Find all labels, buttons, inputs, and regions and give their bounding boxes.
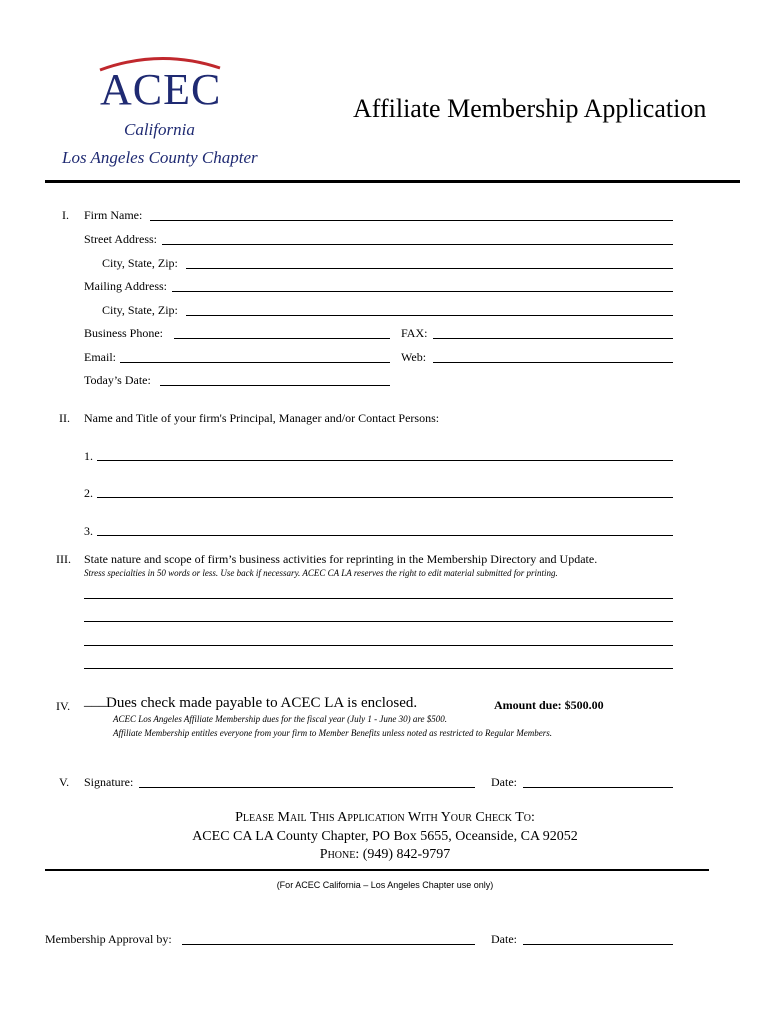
mailing-city-state-zip-label: City, State, Zip:	[102, 303, 178, 317]
logo-state-text: California	[124, 120, 195, 139]
fax-field[interactable]	[433, 338, 673, 339]
page-title: Affiliate Membership Application	[353, 94, 707, 123]
section-number: II.	[59, 411, 70, 425]
activities-line-4[interactable]	[84, 668, 673, 669]
mailing-city-state-zip-field[interactable]	[186, 315, 673, 316]
amount-due: Amount due: $500.00	[494, 698, 604, 712]
business-activities-heading: State nature and scope of firm’s business activities for reprinting in the Membership Directory and Update.	[84, 552, 598, 566]
contact-item-label: 1.	[84, 449, 93, 463]
web-field[interactable]	[433, 362, 673, 363]
dues-check-text: Dues check made payable to ACEC LA is enclosed.	[106, 695, 418, 711]
street-address-field[interactable]	[162, 244, 673, 245]
web-label: Web:	[401, 350, 427, 364]
approval-label: Membership Approval by:	[45, 932, 172, 946]
business-activities-note: Stress specialties in 50 words or less. Use back if necessary. ACEC CA LA reserves the right to edit material submitted for printing.	[84, 568, 558, 578]
business-phone-label: Business Phone:	[84, 326, 164, 340]
signature-date-field[interactable]	[523, 787, 673, 788]
email-field[interactable]	[120, 362, 390, 363]
street-address-label: Street Address:	[84, 232, 157, 246]
approval-field[interactable]	[182, 944, 475, 945]
activities-line-3[interactable]	[84, 645, 673, 646]
contact-2-field[interactable]	[97, 497, 673, 498]
dues-note-1: ACEC Los Angeles Affiliate Membership dues for the fiscal year (July 1 - June 30) are $500.	[113, 714, 448, 724]
contact-3-field[interactable]	[97, 535, 673, 536]
signature-date-label: Date:	[491, 775, 517, 789]
contact-item-label: 3.	[84, 524, 93, 538]
signature-label: Signature:	[84, 775, 134, 789]
approval-date-label: Date:	[491, 932, 517, 946]
business-phone-field[interactable]	[174, 338, 390, 339]
office-use-note: (For ACEC California – Los Angeles Chapter use only)	[276, 880, 494, 890]
dues-note-2: Affiliate Membership entitles everyone from your firm to Member Benefits unless noted as restricted to Regular Members.	[113, 728, 552, 738]
section-number: V.	[59, 775, 70, 789]
dues-check-blank[interactable]: ___	[84, 693, 107, 709]
approval-date-field[interactable]	[523, 944, 673, 945]
todays-date-label: Today’s Date:	[84, 373, 151, 387]
mailing-address-label: Mailing Address:	[84, 279, 167, 293]
footer-divider	[45, 869, 709, 871]
mailing-line-1: Please Mail This Application With Your Check To:	[235, 810, 535, 825]
header-divider	[45, 180, 740, 183]
mailing-address: ACEC CA LA County Chapter, PO Box 5655, Oceanside, CA 92052	[192, 829, 578, 844]
logo-chapter-text: Los Angeles County Chapter	[62, 148, 258, 167]
contact-1-field[interactable]	[97, 460, 673, 461]
email-label: Email:	[84, 350, 116, 364]
firm-name-label: Firm Name:	[84, 208, 143, 222]
section-number: I.	[62, 208, 69, 222]
mailing-phone: Phone: (949) 842-9797	[319, 847, 451, 862]
contact-item-label: 2.	[84, 486, 93, 500]
section-number: III.	[56, 552, 71, 566]
activities-line-1[interactable]	[84, 598, 673, 599]
city-state-zip-label: City, State, Zip:	[102, 256, 178, 270]
logo-acec-text: ACEC	[100, 65, 222, 114]
firm-name-field[interactable]	[150, 220, 673, 221]
section-number: IV.	[56, 699, 71, 713]
activities-line-2[interactable]	[84, 621, 673, 622]
city-state-zip-field[interactable]	[186, 268, 673, 269]
mailing-address-field[interactable]	[172, 291, 673, 292]
fax-label: FAX:	[401, 326, 428, 340]
todays-date-field[interactable]	[160, 385, 390, 386]
contacts-heading: Name and Title of your firm's Principal, Manager and/or Contact Persons:	[84, 411, 440, 425]
signature-field[interactable]	[139, 787, 475, 788]
